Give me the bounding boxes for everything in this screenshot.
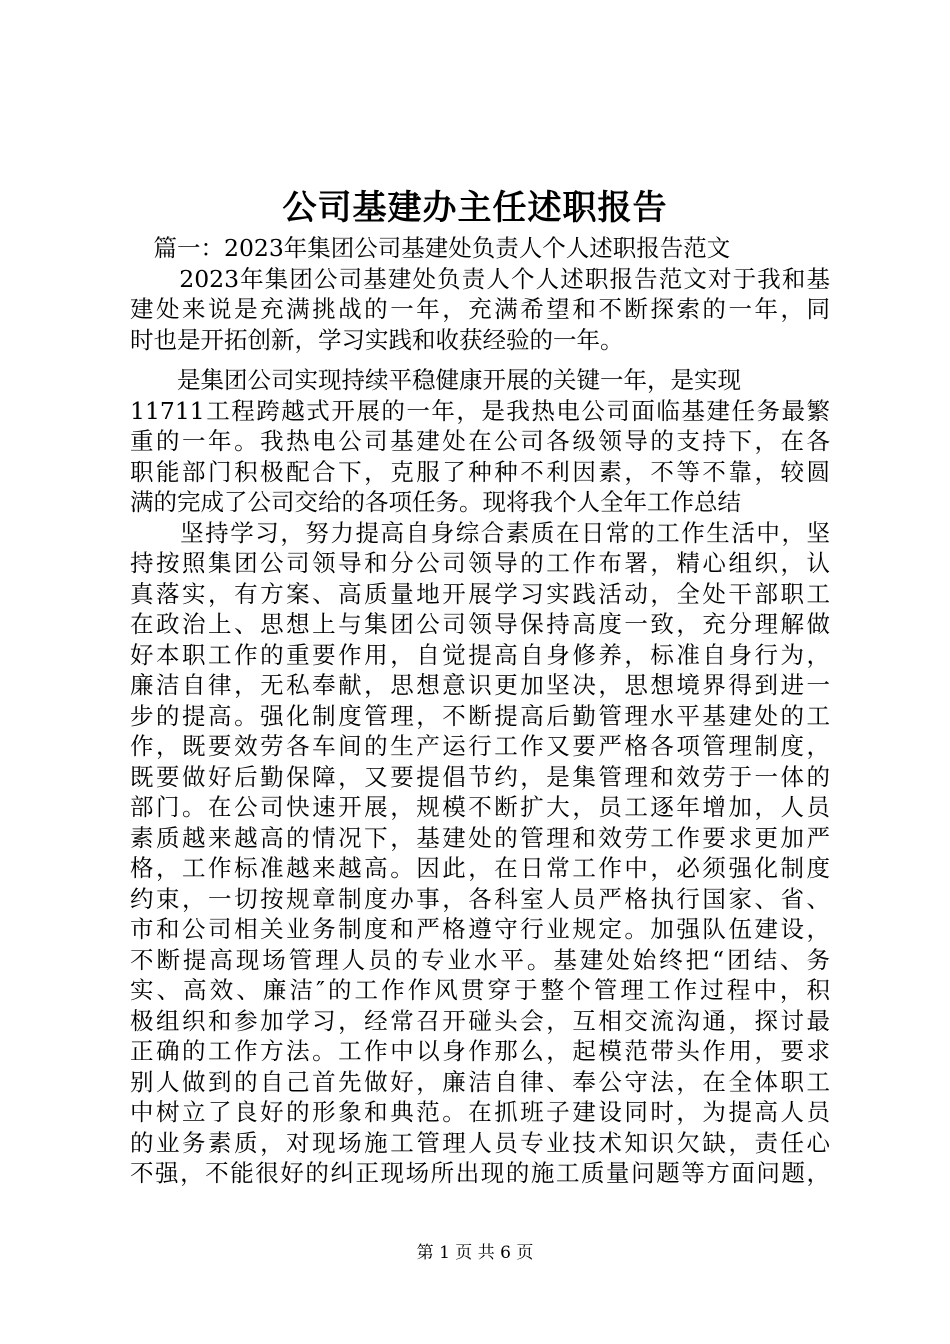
text-line: 步的提高。强化制度管理，不断提高后勤管理水平基建处的工: [130, 701, 830, 730]
text-line: 中树立了良好的形象和典范。在抓班子建设同时，为提高人员: [130, 1098, 830, 1126]
paragraph: [130, 233, 830, 264]
text-line: 真落实，有方案、高质量地开展学习实践活动，全处干部职工: [130, 579, 830, 608]
text-line: 时也是开拓创新，学习实践和收获经验的一年。: [130, 325, 624, 354]
text-line: 市和公司相关业务制度和严格遵守行业规定。加强队伍建设，: [130, 915, 830, 943]
page-number-footer: 第 1 页 共 6 页: [416, 1243, 534, 1263]
text-line: 在政治上、思想上与集团公司领导保持高度一致，充分理解做: [130, 610, 830, 638]
text-line: 不断提高现场管理人员的专业水平。基建处始终把“团结、务: [130, 945, 830, 974]
text-line: 篇一：2023年集团公司基建处负责人个人述职报告范文: [130, 234, 731, 262]
text-line: 重的一年。我热电公司基建处在公司各级领导的支持下，在各: [130, 427, 830, 455]
text-line: 好本职工作的重要作用，自觉提高自身修养，标准自身行为，: [130, 640, 830, 669]
paragraph: [130, 365, 830, 518]
text-line: 既要做好后勤保障，又要提倡节约，是集管理和效劳于一体的: [130, 762, 830, 791]
text-line: 2023年集团公司基建处负责人个人述职报告范文对于我和基: [130, 264, 830, 293]
text-line: 坚持学习，努力提高自身综合素质在日常的工作生活中，坚: [130, 518, 830, 547]
text-line: 部门。在公司快速开展，规模不断扩大，员工逐年增加，人员: [130, 793, 830, 821]
document-body: [130, 233, 830, 1189]
text-line: 素质越来越高的情况下，基建处的管理和效劳工作要求更加严: [130, 823, 830, 852]
text-line: 建处来说是充满挑战的一年，充满希望和不断探索的一年，同: [130, 295, 830, 323]
text-line: 格，工作标准越来越高。因此，在日常工作中，必须强化制度: [130, 854, 830, 882]
text-line: 11711工程跨越式开展的一年，是我热电公司面临基建任务最繁: [130, 396, 830, 425]
text-line: 满的完成了公司交给的各项任务。现将我个人全年工作总结: [130, 488, 741, 516]
text-line: 别人做到的自己首先做好，廉洁自律、奉公守法，在全体职工: [130, 1067, 830, 1096]
text-line: 的业务素质，对现场施工管理人员专业技术知识欠缺，责任心: [130, 1128, 830, 1157]
paragraph: [130, 518, 830, 1189]
text-line: 正确的工作方法。工作中以身作那么，起模范带头作用，要求: [130, 1037, 830, 1065]
text-line: 持按照集团公司领导和分公司领导的工作布署，精心组织，认: [130, 549, 830, 577]
text-line: 作，既要效劳各车间的生产运行工作又要严格各项管理制度，: [130, 732, 830, 760]
document-title: 公司基建办主任述职报告: [282, 188, 668, 228]
text-line: 极组织和参加学习，经常召开碰头会，互相交流沟通，探讨最: [130, 1006, 830, 1035]
text-line: 约束，一切按规章制度办事，各科室人员严格执行国家、省、: [130, 884, 830, 913]
text-line: 不强，不能很好的纠正现场所出现的施工质量问题等方面问题，: [130, 1159, 830, 1187]
text-line: 是集团公司实现持续平稳健康开展的关键一年，是实现: [130, 366, 741, 394]
paragraph: [130, 264, 830, 356]
text-line: 实、高效、廉洁″的工作作风贯穿于整个管理工作过程中，积: [130, 976, 830, 1004]
text-line: 廉洁自律，无私奉献，思想意识更加坚决，思想境界得到进一: [130, 671, 830, 699]
text-line: 职能部门积极配合下，克服了种种不利因素，不等不靠，较圆: [130, 457, 830, 486]
